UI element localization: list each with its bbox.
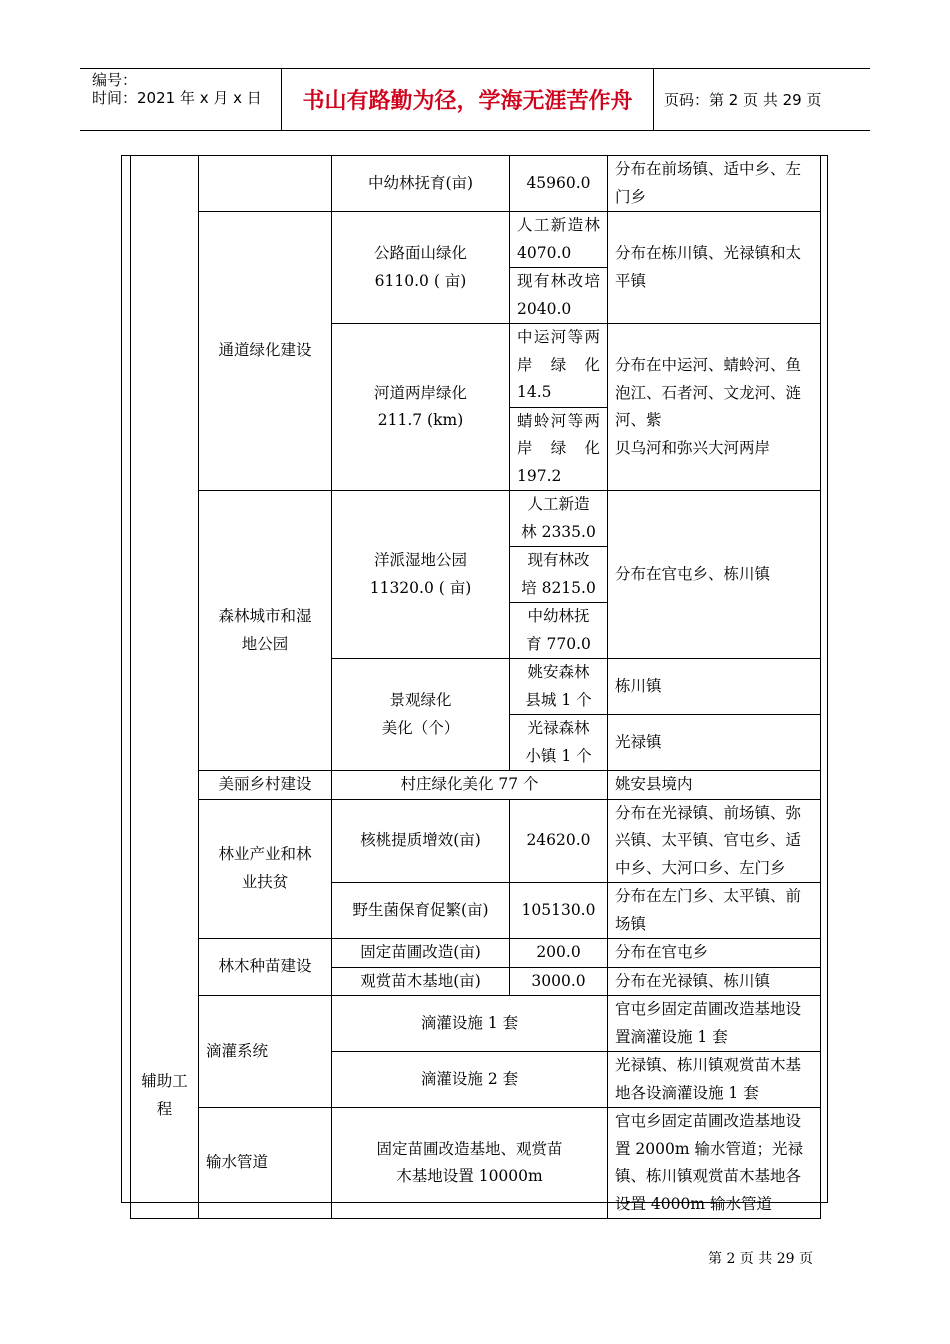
item-cell: 村庄绿化美化 77 个 — [332, 771, 608, 800]
table-row — [131, 212, 821, 268]
serial-label: 编号： — [92, 71, 138, 89]
item-cell: 观赏苗木基地(亩) — [332, 967, 510, 996]
table-row — [131, 939, 821, 968]
category-cell: 林木种苗建设 — [199, 939, 332, 996]
item-cell: 固定苗圃改造基地、观赏苗 木基地设置 10000m — [332, 1108, 608, 1219]
item-cell: 洋派湿地公园 11320.0 ( 亩) — [332, 491, 510, 659]
item-cell: 滴灌设施 1 套 — [332, 996, 608, 1052]
date-line: 时间：2021 年 x 月 x 日 — [92, 89, 262, 107]
table-row — [131, 996, 821, 1052]
location-cell: 光禄镇、栋川镇观赏苗木基地各设滴灌设施 1 套 — [608, 1052, 821, 1108]
location-cell: 分布在光禄镇、栋川镇 — [608, 967, 821, 996]
value-cell: 24620.0 — [510, 799, 608, 883]
category-cell — [199, 156, 332, 212]
category-cell: 森林城市和湿 地公园 — [199, 491, 332, 771]
location-cell: 光禄镇 — [608, 715, 821, 771]
sub-item-cell: 中幼林抚 育 770.0 — [510, 603, 608, 659]
table-row — [131, 771, 821, 800]
location-cell: 分布在左门乡、太平镇、前场镇 — [608, 883, 821, 939]
location-cell: 官屯乡固定苗圃改造基地设置滴灌设施 1 套 — [608, 996, 821, 1052]
sub-item-cell: 现有林改培 2040.0 — [510, 268, 608, 324]
location-cell: 姚安县境内 — [608, 771, 821, 800]
header-meta — [80, 69, 282, 130]
page-header — [80, 68, 870, 131]
location-cell: 分布在前场镇、适中乡、左门乡 — [608, 156, 821, 212]
item-cell: 野生菌保育促繁(亩) — [332, 883, 510, 939]
category-cell: 输水管道 — [199, 1108, 332, 1219]
section-label-auxiliary: 辅助工 程 — [141, 1072, 188, 1118]
category-cell: 滴灌系统 — [199, 996, 332, 1108]
header-page-info: 页码：第 2 页 共 29 页 — [664, 91, 822, 109]
page-footer: 第 2 页 共 29 页 — [708, 1251, 813, 1267]
sub-item-cell: 中运河等两岸绿化 14.5 — [510, 324, 608, 408]
table-row — [131, 1108, 821, 1219]
location-cell: 分布在栋川镇、光禄镇和太平镇 — [608, 212, 821, 324]
sub-item-cell: 光禄森林 小镇 1 个 — [510, 715, 608, 771]
item-cell: 河道两岸绿化 211.7 (km) — [332, 324, 510, 491]
section-cell-main — [131, 156, 199, 1219]
item-cell: 中幼林抚育(亩) — [332, 156, 510, 212]
category-cell: 林业产业和林 业扶贫 — [199, 799, 332, 939]
location-cell: 分布在光禄镇、前场镇、弥兴镇、太平镇、官屯乡、适中乡、大河口乡、左门乡 — [608, 799, 821, 883]
category-cell: 通道绿化建设 — [199, 212, 332, 491]
sub-item-cell: 现有林改 培 8215.0 — [510, 547, 608, 603]
item-cell: 固定苗圃改造(亩) — [332, 939, 510, 968]
category-cell: 美丽乡村建设 — [199, 771, 332, 800]
sub-item-cell: 姚安森林 县城 1 个 — [510, 659, 608, 715]
location-cell: 分布在官屯乡 — [608, 939, 821, 968]
table-row — [131, 491, 821, 547]
item-cell: 核桃提质增效(亩) — [332, 799, 510, 883]
location-cell: 官屯乡固定苗圃改造基地设置 2000m 输水管道；光禄镇、栋川镇观赏苗木基地各设置 4000m 输水管道 — [608, 1108, 821, 1219]
value-cell: 200.0 — [510, 939, 608, 968]
item-cell: 滴灌设施 2 套 — [332, 1052, 608, 1108]
location-cell: 分布在官屯乡、栋川镇 — [608, 491, 821, 659]
value-cell: 3000.0 — [510, 967, 608, 996]
sub-item-cell: 蜻蛉河等两岸绿化 197.2 — [510, 407, 608, 491]
table-row — [131, 156, 821, 212]
item-cell: 景观绿化 美化（个） — [332, 659, 510, 771]
project-table — [130, 155, 821, 1219]
location-cell: 分布在中运河、蜻蛉河、鱼泡江、石者河、文龙河、涟河、紫 贝乌河和弥兴大河两岸 — [608, 324, 821, 491]
value-cell: 45960.0 — [510, 156, 608, 212]
location-cell: 栋川镇 — [608, 659, 821, 715]
header-motto: 书山有路勤为径，学海无涯苦作舟 — [282, 69, 654, 130]
table-row — [131, 799, 821, 883]
value-cell: 105130.0 — [510, 883, 608, 939]
item-cell: 公路面山绿化 6110.0 ( 亩) — [332, 212, 510, 324]
sub-item-cell: 人工新造林 4070.0 — [510, 212, 608, 268]
sub-item-cell: 人工新造 林 2335.0 — [510, 491, 608, 547]
